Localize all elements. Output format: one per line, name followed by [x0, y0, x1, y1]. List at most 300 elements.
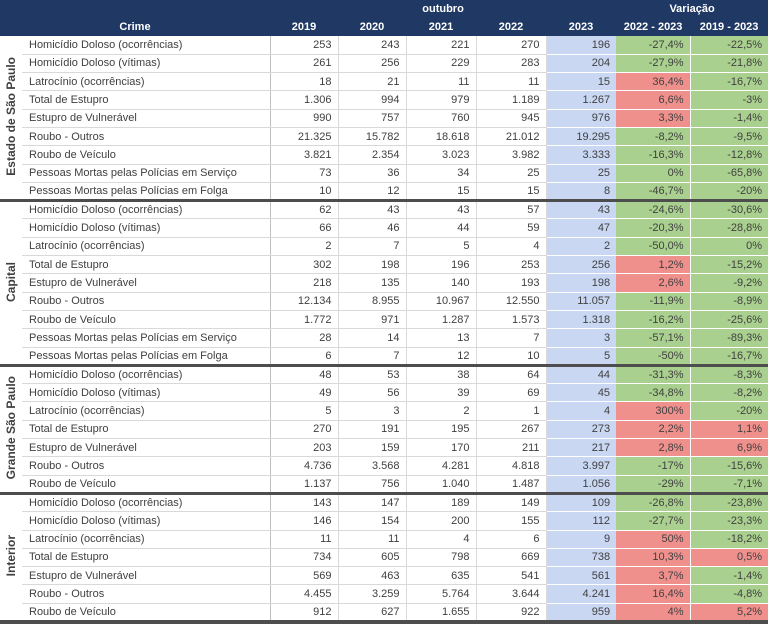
crime-name-cell: Homicídio Doloso (vítimas) [22, 512, 270, 530]
value-cell-2019: 302 [270, 256, 338, 274]
value-cell-2021: 5.764 [406, 585, 476, 603]
value-cell-2023: 273 [546, 420, 616, 438]
value-cell-2022: 253 [476, 256, 546, 274]
variation-cell-2022-2023: -11,9% [616, 292, 690, 310]
variation-cell-2019-2023: -23,3% [690, 512, 768, 530]
value-cell-2023: 47 [546, 219, 616, 237]
value-cell-2022: 541 [476, 567, 546, 585]
value-cell-2019: 143 [270, 493, 338, 511]
value-cell-2019: 270 [270, 420, 338, 438]
value-cell-2021: 13 [406, 329, 476, 347]
value-cell-2020: 147 [338, 493, 406, 511]
table-row [0, 493, 768, 511]
value-cell-2019: 5 [270, 402, 338, 420]
variation-cell-2022-2023: -50,0% [616, 237, 690, 255]
col-header-2020: 2020 [338, 17, 406, 36]
crime-name-cell: Total de Estupro [22, 256, 270, 274]
variation-cell-2019-2023: 1,1% [690, 420, 768, 438]
value-cell-2020: 56 [338, 384, 406, 402]
value-cell-2022: 1 [476, 402, 546, 420]
value-cell-2022: 4.818 [476, 457, 546, 475]
value-cell-2019: 4.736 [270, 457, 338, 475]
crime-name-cell: Total de Estupro [22, 91, 270, 109]
variation-cell-2019-2023: -12,8% [690, 146, 768, 164]
table-row [0, 347, 768, 365]
crime-name-cell: Homicídio Doloso (vítimas) [22, 384, 270, 402]
crime-name-cell: Total de Estupro [22, 420, 270, 438]
variation-cell-2019-2023: -25,6% [690, 310, 768, 328]
value-cell-2023: 198 [546, 274, 616, 292]
variation-cell-2019-2023: -20% [690, 182, 768, 200]
table-row [0, 146, 768, 164]
value-cell-2021: 170 [406, 439, 476, 457]
value-cell-2023: 45 [546, 384, 616, 402]
value-cell-2020: 757 [338, 109, 406, 127]
table-row [0, 548, 768, 566]
value-cell-2021: 979 [406, 91, 476, 109]
crime-name-cell: Pessoas Mortas pelas Polícias em Folga [22, 347, 270, 365]
value-cell-2023: 196 [546, 36, 616, 54]
col-header-var-2019-2023: 2019 - 2023 [690, 17, 768, 36]
value-cell-2019: 261 [270, 54, 338, 72]
table-row [0, 256, 768, 274]
value-cell-2020: 154 [338, 512, 406, 530]
section-label-interior [0, 493, 22, 621]
variation-cell-2019-2023: -65,8% [690, 164, 768, 182]
value-cell-2021: 38 [406, 365, 476, 383]
value-cell-2023: 8 [546, 182, 616, 200]
value-cell-2022: 3.982 [476, 146, 546, 164]
table-row [0, 420, 768, 438]
value-cell-2020: 21 [338, 73, 406, 91]
value-cell-2019: 146 [270, 512, 338, 530]
value-cell-2021: 5 [406, 237, 476, 255]
value-cell-2019: 49 [270, 384, 338, 402]
value-cell-2022: 3.644 [476, 585, 546, 603]
value-cell-2022: 64 [476, 365, 546, 383]
value-cell-2022: 193 [476, 274, 546, 292]
value-cell-2019: 253 [270, 36, 338, 54]
value-cell-2019: 1.772 [270, 310, 338, 328]
table-row [0, 512, 768, 530]
value-cell-2022: 267 [476, 420, 546, 438]
crime-name-cell: Homicídio Doloso (ocorrências) [22, 365, 270, 383]
value-cell-2022: 25 [476, 164, 546, 182]
variation-cell-2022-2023: 3,7% [616, 567, 690, 585]
variation-cell-2022-2023: -16,2% [616, 310, 690, 328]
header-group-row [0, 0, 768, 17]
value-cell-2021: 140 [406, 274, 476, 292]
crime-name-cell: Roubo de Veículo [22, 475, 270, 493]
value-cell-2021: 12 [406, 347, 476, 365]
table-row [0, 127, 768, 145]
table-row [0, 310, 768, 328]
crime-name-cell: Roubo de Veículo [22, 146, 270, 164]
variation-cell-2022-2023: 1,2% [616, 256, 690, 274]
value-cell-2019: 12.134 [270, 292, 338, 310]
table-row [0, 274, 768, 292]
table-row [0, 457, 768, 475]
crime-name-cell: Roubo - Outros [22, 292, 270, 310]
value-cell-2019: 1.306 [270, 91, 338, 109]
variation-group-header: Variação [616, 0, 768, 17]
table-body [0, 36, 768, 622]
variation-cell-2019-2023: -21,8% [690, 54, 768, 72]
col-header-2023: 2023 [546, 17, 616, 36]
value-cell-2021: 1.040 [406, 475, 476, 493]
table-row [0, 603, 768, 621]
crime-name-cell: Latrocínio (ocorrências) [22, 237, 270, 255]
variation-cell-2019-2023: -8,3% [690, 365, 768, 383]
variation-cell-2022-2023: -27,7% [616, 512, 690, 530]
value-cell-2023: 959 [546, 603, 616, 621]
variation-cell-2019-2023: -89,3% [690, 329, 768, 347]
table-row [0, 475, 768, 493]
value-cell-2019: 203 [270, 439, 338, 457]
variation-cell-2022-2023: -27,4% [616, 36, 690, 54]
value-cell-2022: 12.550 [476, 292, 546, 310]
crime-name-cell: Estupro de Vulnerável [22, 274, 270, 292]
variation-cell-2022-2023: -20,3% [616, 219, 690, 237]
col-header-var-2022-2023: 2022 - 2023 [616, 17, 690, 36]
section-label-text: Estado de São Paulo [4, 56, 18, 176]
variation-cell-2022-2023: 2,2% [616, 420, 690, 438]
value-cell-2019: 734 [270, 548, 338, 566]
crime-name-cell: Roubo - Outros [22, 585, 270, 603]
variation-cell-2022-2023: -57,1% [616, 329, 690, 347]
value-cell-2021: 18.618 [406, 127, 476, 145]
section-label-text: Capital [4, 261, 18, 302]
value-cell-2021: 798 [406, 548, 476, 566]
value-cell-2020: 627 [338, 603, 406, 621]
value-cell-2019: 3.821 [270, 146, 338, 164]
crime-name-cell: Estupro de Vulnerável [22, 567, 270, 585]
variation-cell-2022-2023: 10,3% [616, 548, 690, 566]
value-cell-2023: 109 [546, 493, 616, 511]
variation-cell-2019-2023: -28,8% [690, 219, 768, 237]
value-cell-2022: 149 [476, 493, 546, 511]
value-cell-2023: 1.267 [546, 91, 616, 109]
value-cell-2023: 2 [546, 237, 616, 255]
value-cell-2021: 11 [406, 73, 476, 91]
value-cell-2021: 195 [406, 420, 476, 438]
value-cell-2019: 4.455 [270, 585, 338, 603]
value-cell-2020: 198 [338, 256, 406, 274]
value-cell-2023: 112 [546, 512, 616, 530]
variation-cell-2019-2023: -1,4% [690, 109, 768, 127]
variation-cell-2022-2023: -34,8% [616, 384, 690, 402]
value-cell-2019: 18 [270, 73, 338, 91]
value-cell-2021: 10.967 [406, 292, 476, 310]
variation-cell-2019-2023: -15,6% [690, 457, 768, 475]
value-cell-2023: 44 [546, 365, 616, 383]
crime-name-cell: Pessoas Mortas pelas Polícias em Serviço [22, 164, 270, 182]
crime-name-cell: Homicídio Doloso (vítimas) [22, 219, 270, 237]
value-cell-2023: 5 [546, 347, 616, 365]
value-cell-2022: 7 [476, 329, 546, 347]
section-label-estado-de-sao-paulo [0, 36, 22, 201]
value-cell-2022: 283 [476, 54, 546, 72]
value-cell-2020: 3.259 [338, 585, 406, 603]
variation-cell-2022-2023: -26,8% [616, 493, 690, 511]
col-header-crime: Crime [0, 17, 270, 36]
value-cell-2023: 976 [546, 109, 616, 127]
col-header-2022: 2022 [476, 17, 546, 36]
value-cell-2023: 3 [546, 329, 616, 347]
value-cell-2022: 922 [476, 603, 546, 621]
crime-name-cell: Roubo - Outros [22, 127, 270, 145]
table-row [0, 384, 768, 402]
variation-cell-2022-2023: 300% [616, 402, 690, 420]
value-cell-2019: 6 [270, 347, 338, 365]
value-cell-2021: 196 [406, 256, 476, 274]
variation-cell-2022-2023: -24,6% [616, 201, 690, 219]
value-cell-2019: 62 [270, 201, 338, 219]
value-cell-2021: 221 [406, 36, 476, 54]
table-row [0, 73, 768, 91]
month-group-header: outubro [270, 0, 616, 17]
value-cell-2019: 2 [270, 237, 338, 255]
crime-name-cell: Pessoas Mortas pelas Polícias em Serviço [22, 329, 270, 347]
value-cell-2023: 9 [546, 530, 616, 548]
value-cell-2021: 1.655 [406, 603, 476, 621]
variation-cell-2022-2023: 2,6% [616, 274, 690, 292]
value-cell-2023: 738 [546, 548, 616, 566]
value-cell-2020: 11 [338, 530, 406, 548]
table-row [0, 585, 768, 603]
value-cell-2021: 4.281 [406, 457, 476, 475]
variation-cell-2019-2023: -15,2% [690, 256, 768, 274]
table-row [0, 182, 768, 200]
value-cell-2022: 15 [476, 182, 546, 200]
value-cell-2019: 990 [270, 109, 338, 127]
table-header [0, 0, 768, 36]
value-cell-2021: 229 [406, 54, 476, 72]
variation-cell-2022-2023: 2,8% [616, 439, 690, 457]
value-cell-2019: 912 [270, 603, 338, 621]
value-cell-2020: 135 [338, 274, 406, 292]
value-cell-2023: 1.056 [546, 475, 616, 493]
value-cell-2023: 15 [546, 73, 616, 91]
variation-cell-2022-2023: 36,4% [616, 73, 690, 91]
value-cell-2020: 994 [338, 91, 406, 109]
variation-cell-2022-2023: -17% [616, 457, 690, 475]
value-cell-2021: 4 [406, 530, 476, 548]
value-cell-2021: 39 [406, 384, 476, 402]
value-cell-2019: 11 [270, 530, 338, 548]
section-label-text: Grande São Paulo [4, 376, 18, 480]
value-cell-2020: 756 [338, 475, 406, 493]
header-spacer [0, 0, 270, 17]
value-cell-2020: 3 [338, 402, 406, 420]
value-cell-2020: 2.354 [338, 146, 406, 164]
variation-cell-2022-2023: -27,9% [616, 54, 690, 72]
value-cell-2022: 6 [476, 530, 546, 548]
value-cell-2020: 7 [338, 237, 406, 255]
value-cell-2021: 635 [406, 567, 476, 585]
crime-name-cell: Total de Estupro [22, 548, 270, 566]
value-cell-2023: 19.295 [546, 127, 616, 145]
value-cell-2023: 25 [546, 164, 616, 182]
value-cell-2022: 1.573 [476, 310, 546, 328]
table-row [0, 530, 768, 548]
table-row [0, 237, 768, 255]
variation-cell-2019-2023: -1,4% [690, 567, 768, 585]
value-cell-2023: 561 [546, 567, 616, 585]
value-cell-2022: 270 [476, 36, 546, 54]
value-cell-2022: 21.012 [476, 127, 546, 145]
crime-name-cell: Homicídio Doloso (ocorrências) [22, 36, 270, 54]
crime-name-cell: Latrocínio (ocorrências) [22, 402, 270, 420]
value-cell-2019: 10 [270, 182, 338, 200]
value-cell-2023: 1.318 [546, 310, 616, 328]
value-cell-2021: 2 [406, 402, 476, 420]
header-columns-row [0, 17, 768, 36]
table-row [0, 54, 768, 72]
section-label-text: Interior [4, 535, 18, 577]
variation-cell-2022-2023: -16,3% [616, 146, 690, 164]
crime-name-cell: Roubo - Outros [22, 457, 270, 475]
value-cell-2019: 66 [270, 219, 338, 237]
value-cell-2020: 243 [338, 36, 406, 54]
value-cell-2021: 3.023 [406, 146, 476, 164]
value-cell-2020: 7 [338, 347, 406, 365]
value-cell-2022: 10 [476, 347, 546, 365]
value-cell-2023: 11.057 [546, 292, 616, 310]
table-row [0, 219, 768, 237]
value-cell-2023: 3.997 [546, 457, 616, 475]
value-cell-2022: 11 [476, 73, 546, 91]
variation-cell-2019-2023: -9,5% [690, 127, 768, 145]
table-row [0, 402, 768, 420]
value-cell-2022: 669 [476, 548, 546, 566]
crime-name-cell: Estupro de Vulnerável [22, 109, 270, 127]
value-cell-2021: 34 [406, 164, 476, 182]
value-cell-2019: 73 [270, 164, 338, 182]
table-row [0, 91, 768, 109]
value-cell-2020: 191 [338, 420, 406, 438]
section-label-grande-sao-paulo [0, 365, 22, 493]
value-cell-2021: 200 [406, 512, 476, 530]
variation-cell-2019-2023: 0% [690, 237, 768, 255]
table-row [0, 329, 768, 347]
crime-name-cell: Homicídio Doloso (ocorrências) [22, 493, 270, 511]
crime-name-cell: Roubo de Veículo [22, 603, 270, 621]
variation-cell-2019-2023: -4,8% [690, 585, 768, 603]
variation-cell-2019-2023: -3% [690, 91, 768, 109]
variation-cell-2019-2023: -8,9% [690, 292, 768, 310]
variation-cell-2019-2023: -8,2% [690, 384, 768, 402]
value-cell-2019: 218 [270, 274, 338, 292]
variation-cell-2019-2023: -16,7% [690, 73, 768, 91]
value-cell-2022: 59 [476, 219, 546, 237]
value-cell-2022: 1.189 [476, 91, 546, 109]
value-cell-2023: 4 [546, 402, 616, 420]
value-cell-2022: 4 [476, 237, 546, 255]
value-cell-2023: 256 [546, 256, 616, 274]
value-cell-2020: 463 [338, 567, 406, 585]
value-cell-2020: 3.568 [338, 457, 406, 475]
value-cell-2020: 14 [338, 329, 406, 347]
value-cell-2023: 217 [546, 439, 616, 457]
value-cell-2022: 1.487 [476, 475, 546, 493]
value-cell-2020: 36 [338, 164, 406, 182]
value-cell-2020: 12 [338, 182, 406, 200]
crime-name-cell: Homicídio Doloso (vítimas) [22, 54, 270, 72]
variation-cell-2022-2023: -46,7% [616, 182, 690, 200]
value-cell-2023: 204 [546, 54, 616, 72]
variation-cell-2019-2023: -22,5% [690, 36, 768, 54]
value-cell-2020: 15.782 [338, 127, 406, 145]
crime-name-cell: Latrocínio (ocorrências) [22, 530, 270, 548]
variation-cell-2019-2023: -30,6% [690, 201, 768, 219]
variation-cell-2019-2023: -20% [690, 402, 768, 420]
section-label-capital [0, 201, 22, 366]
value-cell-2020: 159 [338, 439, 406, 457]
value-cell-2020: 8.955 [338, 292, 406, 310]
value-cell-2019: 569 [270, 567, 338, 585]
value-cell-2022: 57 [476, 201, 546, 219]
variation-cell-2022-2023: 4% [616, 603, 690, 621]
table-row [0, 567, 768, 585]
value-cell-2022: 211 [476, 439, 546, 457]
table-row [0, 109, 768, 127]
col-header-2019: 2019 [270, 17, 338, 36]
variation-cell-2019-2023: -7,1% [690, 475, 768, 493]
variation-cell-2022-2023: -29% [616, 475, 690, 493]
variation-cell-2022-2023: 0% [616, 164, 690, 182]
value-cell-2022: 155 [476, 512, 546, 530]
variation-cell-2022-2023: -50% [616, 347, 690, 365]
value-cell-2022: 69 [476, 384, 546, 402]
value-cell-2021: 1.287 [406, 310, 476, 328]
value-cell-2023: 4.241 [546, 585, 616, 603]
value-cell-2019: 48 [270, 365, 338, 383]
value-cell-2020: 605 [338, 548, 406, 566]
value-cell-2023: 43 [546, 201, 616, 219]
variation-cell-2022-2023: 50% [616, 530, 690, 548]
table-row [0, 292, 768, 310]
variation-cell-2019-2023: -18,2% [690, 530, 768, 548]
value-cell-2020: 43 [338, 201, 406, 219]
value-cell-2019: 1.137 [270, 475, 338, 493]
crime-name-cell: Pessoas Mortas pelas Polícias em Folga [22, 182, 270, 200]
crime-name-cell: Latrocínio (ocorrências) [22, 73, 270, 91]
value-cell-2019: 28 [270, 329, 338, 347]
table-row [0, 164, 768, 182]
crime-name-cell: Roubo de Veículo [22, 310, 270, 328]
table-row [0, 439, 768, 457]
variation-cell-2019-2023: 5,2% [690, 603, 768, 621]
value-cell-2020: 971 [338, 310, 406, 328]
table-row [0, 36, 768, 54]
variation-cell-2019-2023: 0,5% [690, 548, 768, 566]
value-cell-2021: 15 [406, 182, 476, 200]
variation-cell-2019-2023: -16,7% [690, 347, 768, 365]
value-cell-2020: 46 [338, 219, 406, 237]
value-cell-2019: 21.325 [270, 127, 338, 145]
value-cell-2021: 43 [406, 201, 476, 219]
value-cell-2020: 256 [338, 54, 406, 72]
variation-cell-2019-2023: 6,9% [690, 439, 768, 457]
value-cell-2020: 53 [338, 365, 406, 383]
variation-cell-2022-2023: -31,3% [616, 365, 690, 383]
crime-name-cell: Homicídio Doloso (ocorrências) [22, 201, 270, 219]
variation-cell-2019-2023: -9,2% [690, 274, 768, 292]
variation-cell-2022-2023: 16,4% [616, 585, 690, 603]
value-cell-2023: 3.333 [546, 146, 616, 164]
value-cell-2022: 945 [476, 109, 546, 127]
